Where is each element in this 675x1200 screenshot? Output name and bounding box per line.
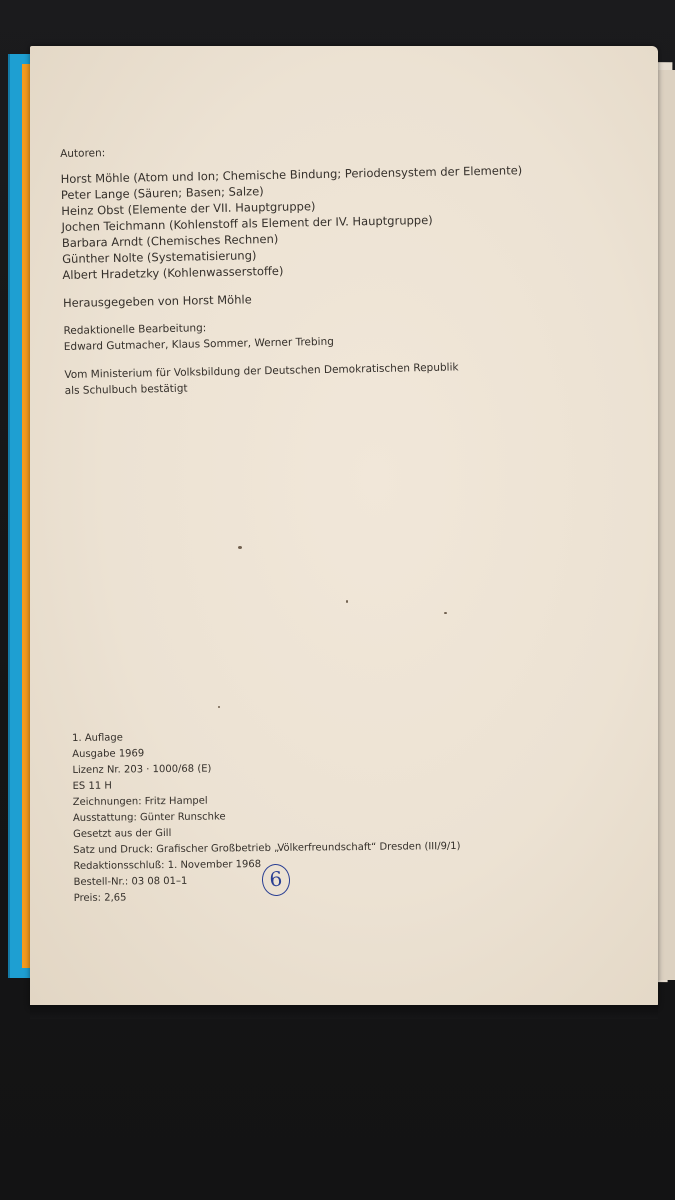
page-shadow bbox=[30, 1005, 658, 1019]
paper-speck bbox=[444, 612, 447, 614]
author-line: Heinz Obst (Elemente der VII. Hauptgruppe) bbox=[61, 199, 316, 218]
imprint-line: Preis: 2,65 bbox=[73, 892, 127, 904]
author-line: Günther Nolte (Systematisierung) bbox=[62, 248, 257, 266]
imprint-line: Gesetzt aus der Gill bbox=[73, 827, 172, 840]
imprint-line: Lizenz Nr. 203 · 1000/68 (E) bbox=[72, 763, 212, 776]
imprint-line: Ausgabe 1969 bbox=[72, 748, 145, 760]
imprint-line: Zeichnungen: Fritz Hampel bbox=[72, 795, 208, 808]
imprint-line: ES 11 H bbox=[72, 780, 112, 792]
author-line: Barbara Arndt (Chemisches Rechnen) bbox=[61, 231, 279, 250]
credits-block bbox=[60, 137, 526, 399]
author-line: Albert Hradetzky (Kohlenwasserstoffe) bbox=[62, 263, 284, 282]
editorial-heading: Redaktionelle Bearbeitung: bbox=[63, 322, 207, 337]
imprint-line: 1. Auflage bbox=[72, 732, 123, 744]
imprint-line: Bestell-Nr.: 03 08 01–1 bbox=[73, 875, 188, 888]
imprint-line: Redaktionsschluß: 1. November 1968 bbox=[73, 859, 262, 872]
approval-line: Vom Ministerium für Volksbildung der Deutschen Demokratischen Republik bbox=[64, 361, 459, 381]
paper-speck bbox=[218, 706, 220, 708]
book-page bbox=[30, 46, 658, 1008]
editor-line: Herausgegeben von Horst Möhle bbox=[62, 292, 252, 310]
author-line: Jochen Teichmann (Kohlenstoff als Element der IV. Hauptgruppe) bbox=[61, 212, 433, 234]
paper-speck bbox=[346, 600, 348, 603]
editorial-names: Edward Gutmacher, Klaus Sommer, Werner Trebing bbox=[63, 335, 334, 353]
author-line: Horst Möhle (Atom und Ion; Chemische Bindung; Periodensystem der Elemente) bbox=[60, 163, 523, 186]
imprint-line: Ausstattung: Günter Runschke bbox=[72, 811, 226, 824]
handwritten-page-mark: 6 bbox=[261, 863, 291, 897]
imprint-line: Satz und Druck: Grafischer Großbetrieb „Völkerfreundschaft“ Dresden (III/9/1) bbox=[73, 840, 461, 856]
approval-line: als Schulbuch bestätigt bbox=[64, 382, 188, 397]
author-line: Peter Lange (Säuren; Basen; Salze) bbox=[60, 184, 264, 202]
authors-heading: Autoren: bbox=[60, 147, 106, 160]
paper-speck bbox=[238, 546, 242, 549]
